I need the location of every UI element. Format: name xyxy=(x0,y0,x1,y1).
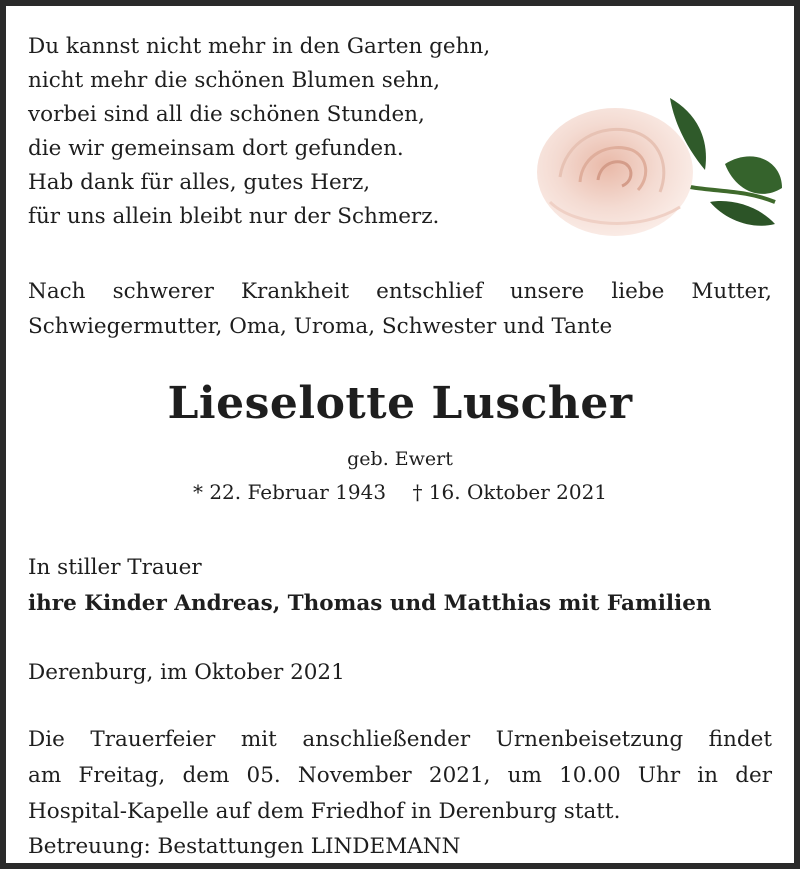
death-date: † 16. Oktober 2021 xyxy=(412,480,608,504)
poem-line: nicht mehr die schönen Blumen sehn, xyxy=(28,68,441,93)
poem-line: Du kannst nicht mehr in den Garten gehn, xyxy=(28,34,491,59)
service-info xyxy=(28,722,772,830)
birth-date: * 22. Februar 1943 xyxy=(192,480,387,504)
intro-line: Nach schwerer Krankheit entschlief unsere liebe Mutter, xyxy=(28,279,772,304)
pink-rose-icon xyxy=(520,92,785,242)
deceased-name: Lieselotte Luscher xyxy=(167,378,633,429)
place-date: Derenburg, im Oktober 2021 xyxy=(28,660,345,685)
mourners-intro: In stiller Trauer xyxy=(28,555,202,580)
service-line: Die Trauerfeier mit anschließender Urnenbeisetzung findet xyxy=(28,727,772,752)
poem-line: für uns allein bleibt nur der Schmerz. xyxy=(28,204,440,229)
intro-text xyxy=(28,274,772,344)
service-line: Hospital-Kapelle auf dem Friedhof in Derenburg statt. xyxy=(28,799,621,824)
poem xyxy=(28,30,528,234)
mourners-names: ihre Kinder Andreas, Thomas und Matthias mit Familien xyxy=(28,591,712,616)
mourners xyxy=(28,550,772,622)
poem-line: vorbei sind all die schönen Stunden, xyxy=(28,102,425,127)
intro-line: Schwiegermutter, Oma, Uroma, Schwester und Tante xyxy=(28,314,613,339)
birth-name: geb. Ewert xyxy=(347,448,453,470)
poem-line: Hab dank für alles, gutes Herz, xyxy=(28,170,371,195)
service-line: am Freitag, dem 05. November 2021, um 10.00 Uhr in der xyxy=(28,763,772,788)
undertaker: Betreuung: Bestattungen LINDEMANN xyxy=(28,834,461,859)
poem-line: die wir gemeinsam dort gefunden. xyxy=(28,136,404,161)
life-dates xyxy=(28,480,772,504)
